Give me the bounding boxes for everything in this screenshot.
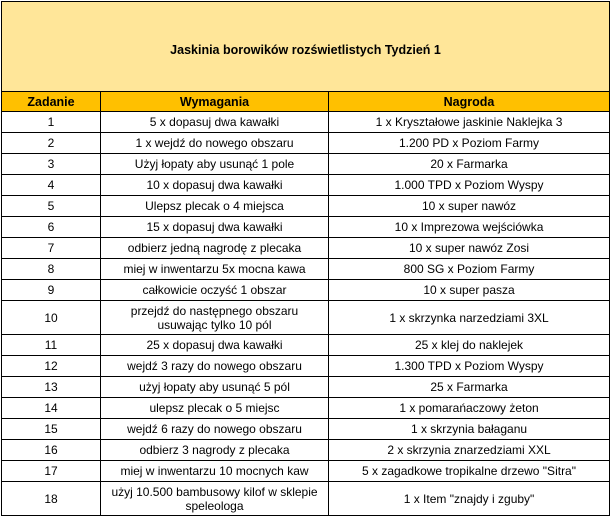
header-row: [2, 92, 610, 112]
table-row: [2, 335, 610, 356]
table-row: [2, 482, 610, 516]
reward-cell: 1 x pomarańaczowy żeton: [329, 398, 610, 419]
reward-cell: 10 x super nawóz Zosi: [329, 238, 610, 259]
requirements-cell: Użyj łopaty aby usunąć 1 pole: [101, 154, 329, 175]
requirements-cell: ulepsz plecak o 5 miejsc: [101, 398, 329, 419]
requirements-cell: użyj łopaty aby usunąć 5 pól: [101, 377, 329, 398]
reward-cell: 10 x super pasza: [329, 280, 610, 301]
table-row: [2, 398, 610, 419]
task-table: [1, 1, 610, 516]
header-task: Zadanie: [2, 92, 101, 112]
requirements-cell: 10 x dopasuj dwa kawałki: [101, 175, 329, 196]
requirements-cell: użyj 10.500 bambusowy kilof w sklepie speleologa: [101, 482, 329, 516]
table-row: [2, 154, 610, 175]
requirements-cell: 25 x dopasuj dwa kawałki: [101, 335, 329, 356]
task-number-cell: 3: [2, 154, 101, 175]
requirements-cell: Ulepsz plecak o 4 miejsca: [101, 196, 329, 217]
reward-cell: 1 x Kryształowe jaskinie Naklejka 3: [329, 112, 610, 133]
table-row: [2, 217, 610, 238]
task-number-cell: 10: [2, 301, 101, 335]
task-number-cell: 17: [2, 461, 101, 482]
reward-cell: 1.300 TPD x Poziom Wyspy: [329, 356, 610, 377]
requirements-cell: odbierz 3 nagrody z plecaka: [101, 440, 329, 461]
table-row: [2, 133, 610, 154]
table-title: Jaskinia borowików rozświetlistych Tydzień 1: [170, 42, 441, 57]
reward-cell: 10 x super nawóz: [329, 196, 610, 217]
task-number-cell: 11: [2, 335, 101, 356]
requirements-cell: wejdź 3 razy do nowego obszaru: [101, 356, 329, 377]
header-requirements: Wymagania: [101, 92, 329, 112]
reward-cell: 5 x zagadkowe tropikalne drzewo "Sitra": [329, 461, 610, 482]
reward-cell: 25 x klej do naklejek: [329, 335, 610, 356]
table-row: [2, 238, 610, 259]
requirements-cell: 1 x wejdź do nowego obszaru: [101, 133, 329, 154]
task-number-cell: 13: [2, 377, 101, 398]
reward-cell: 25 x Farmarka: [329, 377, 610, 398]
title-cell: [2, 2, 610, 92]
table-row: [2, 259, 610, 280]
table-row: [2, 461, 610, 482]
requirements-cell: 15 x dopasuj dwa kawałki: [101, 217, 329, 238]
reward-cell: 10 x Imprezowa wejściówka: [329, 217, 610, 238]
table-row: [2, 280, 610, 301]
requirements-cell: wejdź 6 razy do nowego obszaru: [101, 419, 329, 440]
task-number-cell: 12: [2, 356, 101, 377]
task-number-cell: 4: [2, 175, 101, 196]
requirements-cell: całkowicie oczyść 1 obszar: [101, 280, 329, 301]
requirements-cell: 5 x dopasuj dwa kawałki: [101, 112, 329, 133]
task-number-cell: 5: [2, 196, 101, 217]
task-number-cell: 18: [2, 482, 101, 516]
task-number-cell: 1: [2, 112, 101, 133]
table-row: [2, 175, 610, 196]
reward-cell: 2 x skrzynia znarzedziami XXL: [329, 440, 610, 461]
requirements-cell: odbierz jedną nagrodę z plecaka: [101, 238, 329, 259]
table-row: [2, 196, 610, 217]
requirements-cell: przejdź do następnego obszaru usuwając tylko 10 pól: [101, 301, 329, 335]
task-number-cell: 15: [2, 419, 101, 440]
requirements-cell: miej w inwentarzu 5x mocna kawa: [101, 259, 329, 280]
reward-cell: 1 x Item "znajdy i zguby": [329, 482, 610, 516]
table-row: [2, 419, 610, 440]
reward-cell: 1.200 PD x Poziom Farmy: [329, 133, 610, 154]
reward-cell: 20 x Farmarka: [329, 154, 610, 175]
reward-cell: 1 x skrzynia bałaganu: [329, 419, 610, 440]
task-number-cell: 7: [2, 238, 101, 259]
table-row: [2, 377, 610, 398]
table-row: [2, 301, 610, 335]
table-row: [2, 356, 610, 377]
task-number-cell: 9: [2, 280, 101, 301]
task-number-cell: 2: [2, 133, 101, 154]
header-reward: Nagroda: [329, 92, 610, 112]
title-row: [2, 2, 610, 92]
reward-cell: 1.000 TPD x Poziom Wyspy: [329, 175, 610, 196]
task-number-cell: 8: [2, 259, 101, 280]
task-number-cell: 14: [2, 398, 101, 419]
task-number-cell: 16: [2, 440, 101, 461]
requirements-cell: miej w inwentarzu 10 mocnych kaw: [101, 461, 329, 482]
table-row: [2, 112, 610, 133]
reward-cell: 1 x skrzynka narzedziami 3XL: [329, 301, 610, 335]
reward-cell: 800 SG x Poziom Farmy: [329, 259, 610, 280]
task-number-cell: 6: [2, 217, 101, 238]
table-row: [2, 440, 610, 461]
